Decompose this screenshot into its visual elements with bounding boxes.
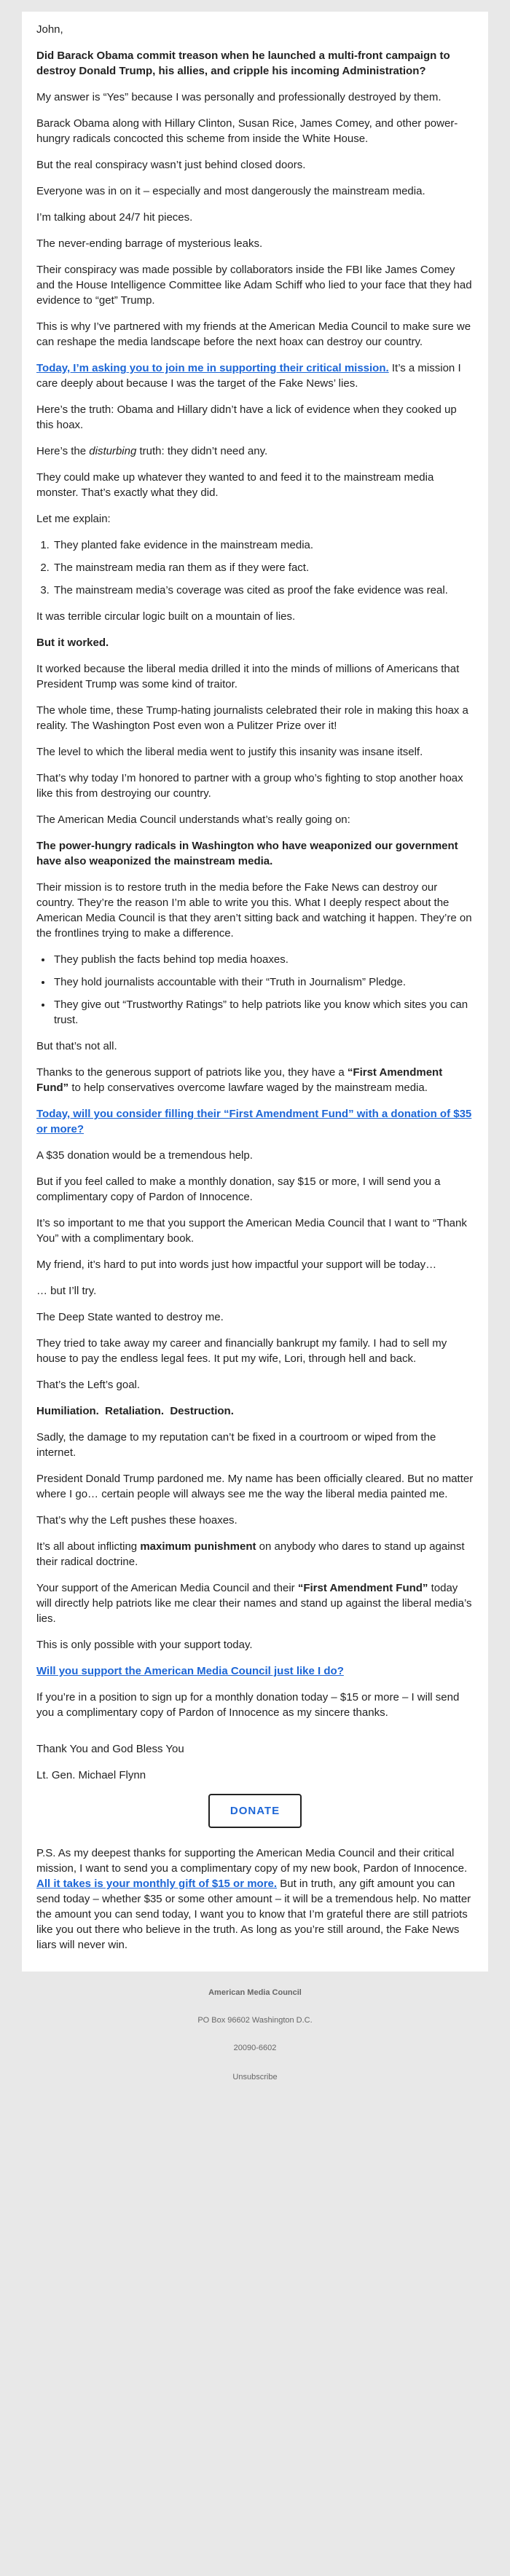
first-amendment-fund-link[interactable]: Today, will you consider filling their “First Amendment Fund” with a donation of $35 or more? [36, 1108, 472, 1135]
paragraph: The American Media Council understands what’s really going on: [36, 814, 350, 826]
paragraph: Their conspiracy was made possible by collaborators inside the FBI like James Comey and the House Intelligence Committee like Adam Schiff who lied to your face that they had evidence to “get” Trump. [36, 264, 472, 307]
list-item: 3. The mainstream media’s coverage was cited as proof the fake evidence was real. [52, 583, 474, 598]
email-footer [22, 1972, 488, 2107]
paragraph: President Donald Trump pardoned me. My name has been officially cleared. But no matter where I go… certain people will always see me the way the liberal media painted me. [36, 1473, 474, 1500]
list-item: • They publish the facts behind top media hoaxes. [52, 952, 474, 967]
postscript: P.S. As my deepest thanks for supporting the American Media Council and their critical mission, I want to send you a complimentary copy of my new book, Pardon of Innocence. All it takes is your monthly gift of $15 or more. But in truth, any gift amount you can send today – whether $35 or some other amount – it will be a tremendous help. No matter the amount you can send today, I want you to know that I’m grateful there are still patriots like you out there who believe in the truth. As long as you’re still around, the Fake News liars will never win. [36, 1847, 471, 1951]
paragraph-bold: The power-hungry radicals in Washington who have weaponized our government have also weaponized the mainstream media. [36, 840, 458, 867]
paragraph: This is only possible with your support today. [36, 1639, 253, 1651]
paragraph: Their mission is to restore truth in the media before the Fake News can destroy our country. They’re the reason I’m able to write you this. What I deeply respect about the American Media Council is that they aren’t sitting back and watching it happen. They’re on the frontlines trying to make a difference. [36, 881, 472, 940]
paragraph: The level to which the liberal media went to justify this insanity was insane itself. [36, 746, 423, 758]
sign-off: Thank You and God Bless You [36, 1743, 184, 1755]
list-item: 1. They planted fake evidence in the mainstream media. [52, 537, 474, 553]
paragraph: The whole time, these Trump-hating journalists celebrated their role in making this hoax a reality. The Washington Post even won a Pulitzer Prize over it! [36, 704, 468, 732]
mission-list [36, 952, 474, 1028]
paragraph: But that’s not all. [36, 1040, 117, 1052]
explain-list [36, 537, 474, 598]
paragraph: Let me explain: [36, 513, 111, 525]
paragraph: Thanks to the generous support of patriots like you, they have a “First Amendment Fund” to help conservatives overcome lawfare waged by the mainstream media. [36, 1066, 443, 1094]
paragraph: … but I’ll try. [36, 1285, 97, 1297]
donate-button[interactable]: DONATE [208, 1794, 302, 1828]
join-mission-link[interactable]: Today, I’m asking you to join me in supporting their critical mission. [36, 362, 389, 374]
list-item: • They hold journalists accountable with their “Truth in Journalism” Pledge. [52, 974, 474, 990]
unsubscribe-link[interactable]: Unsubscribe [232, 2073, 278, 2081]
paragraph: This is why I’ve partnered with my friends at the American Media Council to make sure we can reshape the media landscape before the next hoax can destroy our country. [36, 320, 471, 348]
paragraph: But if you feel called to make a monthly donation, say $15 or more, I will send you a complimentary copy of Pardon of Innocence. [36, 1175, 441, 1203]
paragraph: That’s why the Left pushes these hoaxes. [36, 1514, 238, 1527]
list-item: • They give out “Trustworthy Ratings” to help patriots like you know which sites you can trust. [52, 997, 474, 1028]
paragraph: Your support of the American Media Council and their “First Amendment Fund” today will directly help patriots like me clear their names and stand up against the liberal media’s lies. [36, 1582, 472, 1625]
paragraph: My friend, it’s hard to put into words just how impactful your support will be today… [36, 1259, 437, 1271]
paragraph: Sadly, the damage to my reputation can’t be fixed in a courtroom or wiped from the internet. [36, 1431, 436, 1459]
paragraph: It’s all about inflicting maximum punishment on anybody who dares to stand up against their radical doctrine. [36, 1540, 465, 1568]
paragraph: Here’s the truth: Obama and Hillary didn’t have a lick of evidence when they cooked up this hoax. [36, 403, 457, 431]
paragraph: They could make up whatever they wanted to and feed it to the mainstream media monster. That’s exactly what they did. [36, 471, 434, 499]
monthly-gift-link[interactable]: All it takes is your monthly gift of $15 or more. [36, 1878, 278, 1890]
paragraph: It’s so important to me that you support the American Media Council that I want to “Thank You” with a complimentary book. [36, 1217, 467, 1245]
paragraph: That’s the Left’s goal. [36, 1379, 141, 1391]
email-body [22, 12, 488, 1972]
paragraph: Everyone was in on it – especially and most dangerously the mainstream media. [36, 185, 425, 197]
paragraph: If you’re in a position to sign up for a monthly donation today – $15 or more – I will send you a complimentary copy of Pardon of Innocence as my sincere thanks. [36, 1691, 460, 1719]
footer-address: PO Box 96602 Washington D.C. [197, 2016, 313, 2025]
paragraph: My answer is “Yes” because I was personally and professionally destroyed by them. [36, 91, 442, 103]
footer-zip: 20090-6602 [233, 2044, 277, 2052]
footer-org: American Media Council [208, 1988, 302, 1997]
paragraph-bold: But it worked. [36, 637, 109, 649]
paragraph [36, 1106, 474, 1137]
paragraph: They tried to take away my career and financially bankrupt my family. I had to sell my house to pay the endless legal fees. It put my wife, Lori, through hell and back. [36, 1337, 447, 1365]
paragraph: That’s why today I’m honored to partner with a group who’s fighting to stop another hoax like this from destroying our country. [36, 772, 463, 800]
headline: Did Barack Obama commit treason when he launched a multi-front campaign to destroy Donald Trump, his allies, and cripple his incoming Administration? [36, 50, 450, 77]
paragraph: A $35 donation would be a tremendous help. [36, 1149, 253, 1162]
paragraph: The Deep State wanted to destroy me. [36, 1311, 224, 1323]
paragraph: Here’s the disturbing truth: they didn’t need any. [36, 445, 268, 457]
paragraph: The never-ending barrage of mysterious leaks. [36, 237, 263, 250]
paragraph: Today, I’m asking you to join me in supporting their critical mission. It’s a mission I care deeply about because I was the target of the Fake News’ lies. [36, 362, 461, 390]
list-item: 2. The mainstream media ran them as if they were fact. [52, 560, 474, 575]
paragraph-bold: Humiliation. Retaliation. Destruction. [36, 1405, 234, 1417]
donate-row [36, 1794, 474, 1828]
paragraph: I’m talking about 24/7 hit pieces. [36, 211, 193, 224]
paragraph: It worked because the liberal media drilled it into the minds of millions of Americans that President Trump was some kind of traitor. [36, 663, 460, 690]
spacer [36, 1731, 474, 1741]
paragraph: Barack Obama along with Hillary Clinton, Susan Rice, James Comey, and other power-hungry radicals concocted this scheme from inside the White House. [36, 117, 458, 145]
paragraph: But the real conspiracy wasn’t just behind closed doors. [36, 159, 306, 171]
paragraph [36, 1663, 474, 1679]
greeting: John, [36, 23, 63, 36]
signature-name: Lt. Gen. Michael Flynn [36, 1769, 146, 1781]
support-council-link[interactable]: Will you support the American Media Council just like I do? [36, 1665, 344, 1677]
paragraph: It was terrible circular logic built on a mountain of lies. [36, 610, 296, 623]
